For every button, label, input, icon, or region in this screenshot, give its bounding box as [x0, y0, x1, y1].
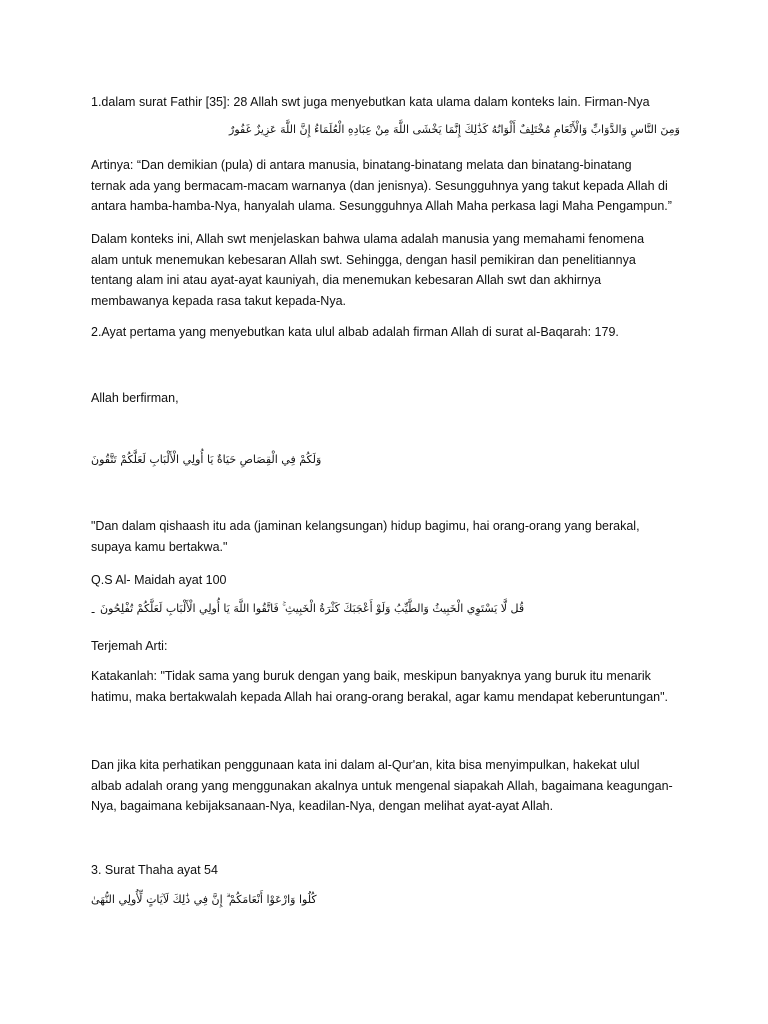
konteks-line-3: tentang alam ini atau ayat-ayat kauniyah, dia menemukan kebesaran Allah swt dan akhirnya [91, 273, 602, 287]
katakanlah-line-1: Katakanlah: "Tidak sama yang buruk dengan yang baik, meskipun banyaknya yang buruk itu menarik [91, 669, 651, 683]
section-1-artinya [91, 155, 691, 217]
translation-line-1: "Dan dalam qishaash itu ada (jaminan kelangsungan) hidup bagimu, hai orang-orang yang berakal, [91, 519, 640, 533]
section-2-translation [91, 516, 691, 557]
section-3-arabic-verse: كُلُوا وَارْعَوْا أَنْعَامَكُمْ ۗ إِنَّ فِي ذَٰلِكَ لَآيَاتٍ لِّأُولِي النُّهَىٰ [91, 893, 317, 906]
qs-dash: - [91, 605, 96, 619]
conclusion-line-3: Nya, bagaimana kebijaksanaan-Nya, keadilan-Nya, dengan melihat ayat-ayat Allah. [91, 799, 554, 813]
artinya-line-3: antara hamba-hamba-Nya, hanyalah ulama. Sesungguhnya Allah Maha perkasa lagi Maha Pengampun.” [91, 199, 672, 213]
translation-line-2: supaya kamu bertakwa." [91, 539, 228, 554]
konteks-line-4: membawanya kepada rasa takut kepada-Nya. [91, 293, 347, 308]
allah-berfirman: Allah berfirman, [91, 391, 179, 405]
section-2-heading: 2.Ayat pertama yang menyebutkan kata ulul albab adalah firman Allah di surat al-Baqarah: 179. [91, 325, 619, 339]
section-1-heading: 1.dalam surat Fathir [35]: 28 Allah swt juga menyebutkan kata ulama dalam konteks lain. Firman-Nya [91, 95, 650, 109]
katakanlah-line-2: hatimu, maka bertakwalah kepada Allah hai orang-orang berakal, agar kamu mendapat keberuntungan". [91, 689, 669, 704]
qs-maidah-katakanlah [91, 666, 691, 707]
section-1-konteks [91, 229, 691, 311]
konteks-line-1: Dalam konteks ini, Allah swt menjelaskan bahwa ulama adalah manusia yang memahami fenomena [91, 232, 645, 246]
qs-maidah-arabic-verse: قُل لَّا يَسْتَوِي الْخَبِيثُ وَالطَّيِّبُ وَلَوْ أَعْجَبَكَ كَثْرَةُ الْخَبِيثِ ۚ فَاتَّقُوا اللَّهَ يَا أُولِي الْأَلْبَابِ لَعَلَّكُمْ تُفْلِحُونَ [100, 602, 525, 615]
section-3-heading: 3. Surat Thaha ayat 54 [91, 863, 218, 877]
konteks-line-2: alam untuk menemukan kebesaran Allah swt. Sehingga, dengan hasil pemikiran dan penelitiannya [91, 252, 636, 267]
conclusion-line-2: albab adalah orang yang menggunakan akalnya untuk mengenal siapakah Allah, bagaimana keagungan- [91, 778, 673, 793]
artinya-line-2: ternak ada yang bermacam-macam warnanya (dan jenisnya). Sesungguhnya yang takut kepada Allah di [91, 178, 668, 193]
terjemah-arti-label: Terjemah Arti: [91, 639, 168, 653]
section-1-arabic-verse: وَمِنَ النَّاسِ وَالدَّوَابِّ وَالْأَنْعَامِ مُخْتَلِفٌ أَلْوَانُهُ كَذَٰلِكَ إِنَّمَا يَخْشَى اللَّهَ مِنْ عِبَادِهِ الْعُلَمَاءُ إِنَّ اللَّهَ عَزِيزٌ غَفُورٌ [229, 123, 680, 136]
qs-maidah-heading: Q.S Al- Maidah ayat 100 [91, 573, 227, 587]
conclusion-paragraph [91, 755, 691, 817]
conclusion-line-1: Dan jika kita perhatikan penggunaan kata ini dalam al-Qur'an, kita bisa menyimpulkan, hakekat ulul [91, 758, 640, 772]
artinya-line-1: Artinya: “Dan demikian (pula) di antara manusia, binatang-binatang melata dan binatang-binatang [91, 158, 632, 172]
section-2-arabic-verse: وَلَكُمْ فِي الْقِصَاصِ حَيَاةٌ يَا أُولِي الْأَلْبَابِ لَعَلَّكُمْ تَتَّقُونَ [91, 453, 322, 466]
